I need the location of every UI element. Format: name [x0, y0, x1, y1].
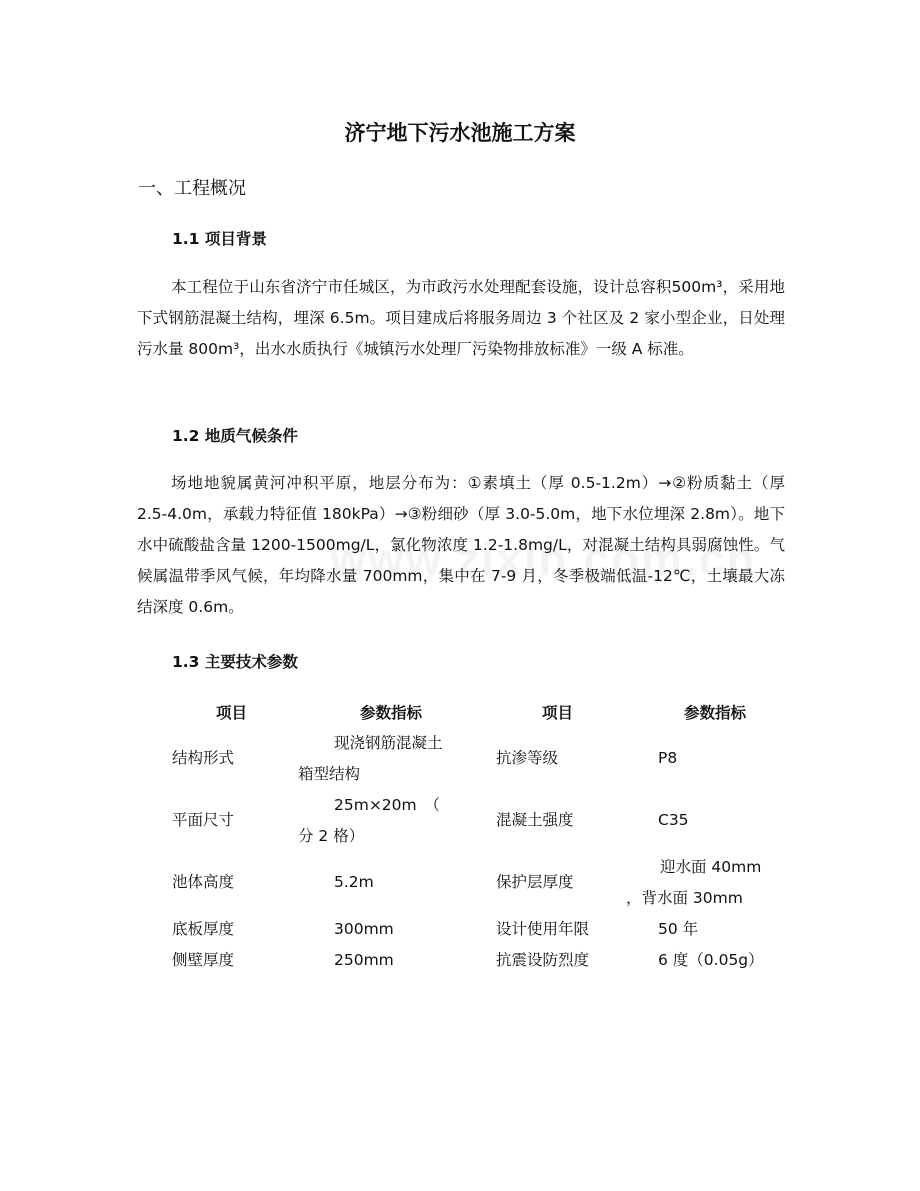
text-line: 500m³，采用地下式钢筋混凝土结构，埋深 6.5m。项目建成后将服务周边 3 个社	[137, 278, 785, 327]
table-cell-value: 250mm	[334, 951, 394, 969]
table-cell-value: 箱型结构	[298, 765, 361, 783]
table-cell-value: P8	[658, 749, 678, 767]
subsection-heading-1-1: 1.1 项目背景	[172, 230, 267, 248]
table-cell-value: 6 度（0.05g）	[658, 951, 764, 969]
subsection-heading-1-2: 1.2 地质气候条件	[172, 427, 298, 445]
text-line: 位埋深 2.8m）。地下水中硫酸盐含量 1200-1500mg/L，氯化物浓度 1.2-	[137, 505, 785, 554]
table-cell-item: 结构形式	[172, 749, 235, 767]
table-header: 参数指标	[684, 704, 747, 722]
table-cell-item: 底板厚度	[172, 920, 235, 938]
text-line: 本工程位于山东省济宁市任城区，为市政污水处理配套设施，设计总容积	[171, 278, 672, 296]
table-cell-value: 现浇钢筋混凝土	[334, 734, 443, 752]
text-line: 1.8mg/L，对混凝土结构具弱腐蚀性。气候属温带季风气候，年均降水量 700mm	[137, 536, 785, 585]
text-line: 黏土（厚 2.5-4.0m，承载力特征值 180kPa）→③粉细砂（厚 3.0-5.0m，地下水	[137, 474, 785, 523]
table-cell-value: 25m×20m （	[334, 796, 440, 814]
table-cell-item: 池体高度	[172, 873, 235, 891]
table-cell-value: 5.2m	[334, 873, 374, 891]
table-header: 项目	[542, 704, 574, 722]
text-line: 场地地貌属黄河冲积平原，地层分布为：①素填土（厚 0.5-1.2m）→②粉质	[171, 474, 721, 492]
table-cell-item: 设计使用年限	[496, 920, 590, 938]
table-header: 项目	[216, 704, 248, 722]
table-cell-value: 分 2 格）	[298, 827, 365, 845]
table-cell-item: 混凝土强度	[496, 811, 574, 829]
paragraph-project-background	[137, 272, 785, 365]
subsection-heading-1-3: 1.3 主要技术参数	[172, 653, 298, 671]
table-cell-item: 保护层厚度	[496, 873, 574, 891]
table-cell-item: 平面尺寸	[172, 811, 235, 829]
table-cell-value: 迎水面 40mm	[660, 858, 762, 876]
text-line: ，集中在 7-9 月，冬季极端低温-12℃，土壤最大冻结深度 0.6m。	[137, 567, 785, 616]
text-line: 物排放标准》一级 A 标准。	[502, 340, 694, 358]
table-cell-value: 50 年	[658, 920, 699, 938]
table-cell-item: 抗震设防烈度	[496, 951, 590, 969]
table-cell-value: ，背水面 30mm	[626, 889, 743, 907]
table-header: 参数指标	[360, 704, 423, 722]
table-cell-item: 侧壁厚度	[172, 951, 235, 969]
text-line: 区及 2 家小型企业，日处理污水量 800m³，出水水质执行《城镇污水处理厂污染	[137, 309, 785, 358]
table-cell-value: C35	[658, 811, 689, 829]
paragraph-geology-climate	[137, 468, 785, 623]
section-heading: 一、工程概况	[138, 178, 246, 199]
table-cell-value: 300mm	[334, 920, 394, 938]
document-title: 济宁地下污水池施工方案	[344, 121, 576, 145]
table-cell-item: 抗渗等级	[496, 749, 559, 767]
